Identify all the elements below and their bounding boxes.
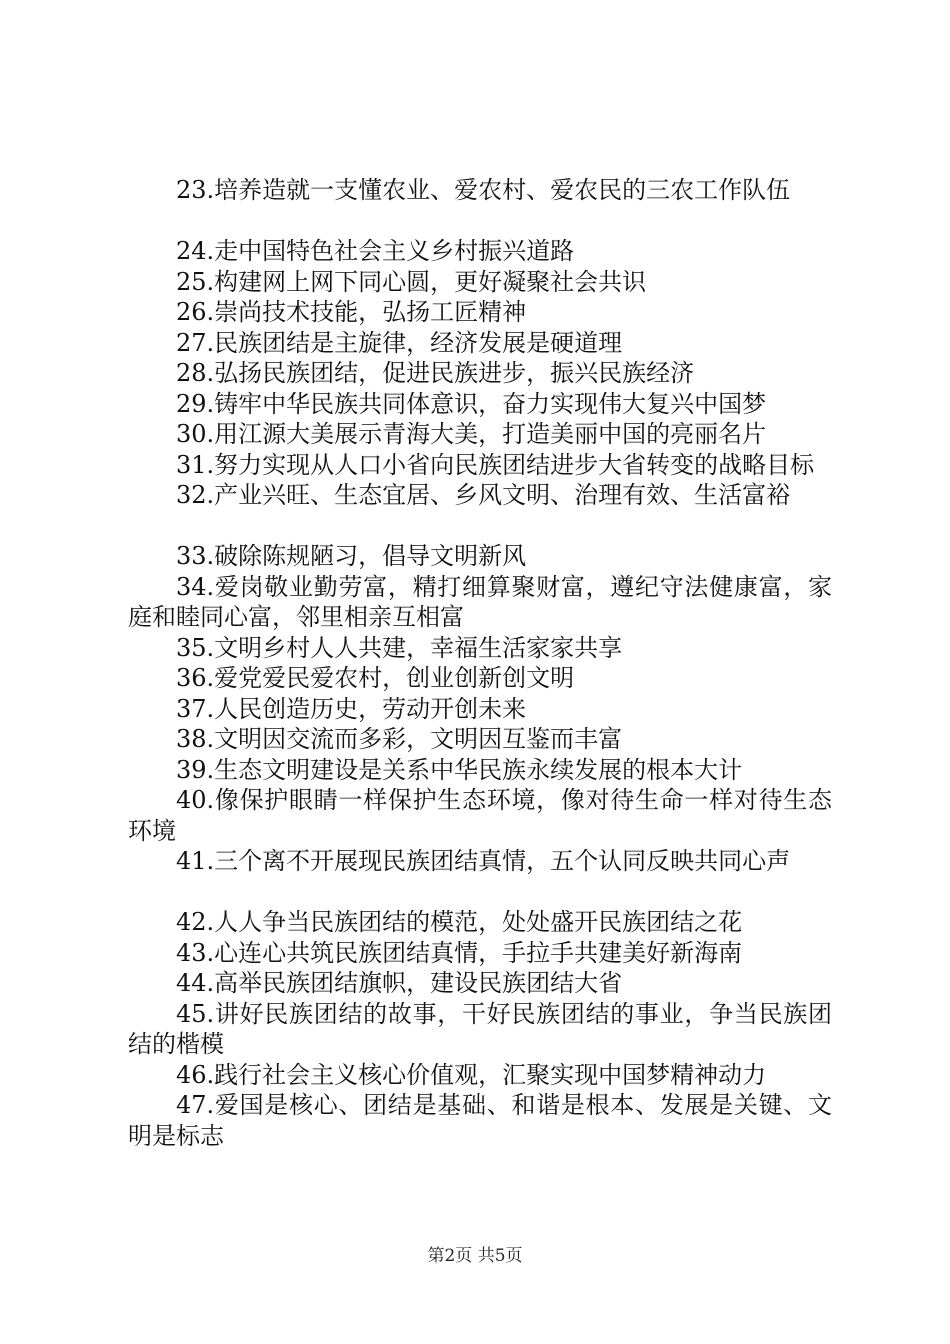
slogan-item-35: 35.文明乡村人人共建，幸福生活家家共享 xyxy=(176,633,623,662)
slogan-item-33: 33.破除陈规陋习，倡导文明新风 xyxy=(176,542,527,570)
slogan-item-40: 40.像保护眼睛一样保护生态环境，像对待生命一样对待生态环境 xyxy=(128,786,832,845)
slogan-list xyxy=(128,175,832,1151)
slogan-item-32: 32.产业兴旺、生态宜居、乡风文明、治理有效、生活富裕 xyxy=(176,481,791,509)
slogan-item-45: 45.讲好民族团结的故事，干好民族团结的事业，争当民族团结的楷模 xyxy=(128,999,832,1058)
slogan-item-31: 31.努力实现从人口小省向民族团结进步大省转变的战略目标 xyxy=(176,450,815,479)
slogan-item-24: 24.走中国特色社会主义乡村振兴道路 xyxy=(176,237,575,265)
page-footer: 第2页 共5页 xyxy=(427,1246,523,1266)
slogan-item-36: 36.爱党爱民爱农村，创业创新创文明 xyxy=(176,664,575,692)
slogan-item-44: 44.高举民族团结旗帜，建设民族团结大省 xyxy=(176,969,623,997)
slogan-item-43: 43.心连心共筑民族团结真情，手拉手共建美好新海南 xyxy=(176,938,743,967)
slogan-item-29: 29.铸牢中华民族共同体意识，奋力实现伟大复兴中国梦 xyxy=(176,389,767,418)
slogan-item-42: 42.人人争当民族团结的模范，处处盛开民族团结之花 xyxy=(176,908,743,936)
slogan-item-26: 26.崇尚技术技能，弘扬工匠精神 xyxy=(176,298,527,326)
slogan-item-37: 37.人民创造历史，劳动开创未来 xyxy=(176,694,527,723)
slogan-item-47: 47.爱国是核心、团结是基础、和谐是根本、发展是关键、文明是标志 xyxy=(128,1091,832,1150)
slogan-item-38: 38.文明因交流而多彩，文明因互鉴而丰富 xyxy=(176,725,623,753)
slogan-item-30: 30.用江源大美展示青海大美，打造美丽中国的亮丽名片 xyxy=(176,420,767,448)
slogan-item-39: 39.生态文明建设是关系中华民族永续发展的根本大计 xyxy=(176,755,743,784)
slogan-item-28: 28.弘扬民族团结，促进民族进步，振兴民族经济 xyxy=(176,359,695,387)
slogan-item-41: 41.三个离不开展现民族团结真情，五个认同反映共同心声 xyxy=(176,847,791,875)
slogan-item-23: 23.培养造就一支懂农业、爱农村、爱农民的三农工作队伍 xyxy=(176,176,791,204)
slogan-item-27: 27.民族团结是主旋律，经济发展是硬道理 xyxy=(176,328,623,357)
slogan-item-46: 46.践行社会主义核心价值观，汇聚实现中国梦精神动力 xyxy=(176,1060,767,1089)
slogan-item-25: 25.构建网上网下同心圆，更好凝聚社会共识 xyxy=(176,267,647,296)
slogan-item-34: 34.爱岗敬业勤劳富，精打细算聚财富，遵纪守法健康富，家庭和睦同心富，邻里相亲互相富 xyxy=(128,572,832,631)
